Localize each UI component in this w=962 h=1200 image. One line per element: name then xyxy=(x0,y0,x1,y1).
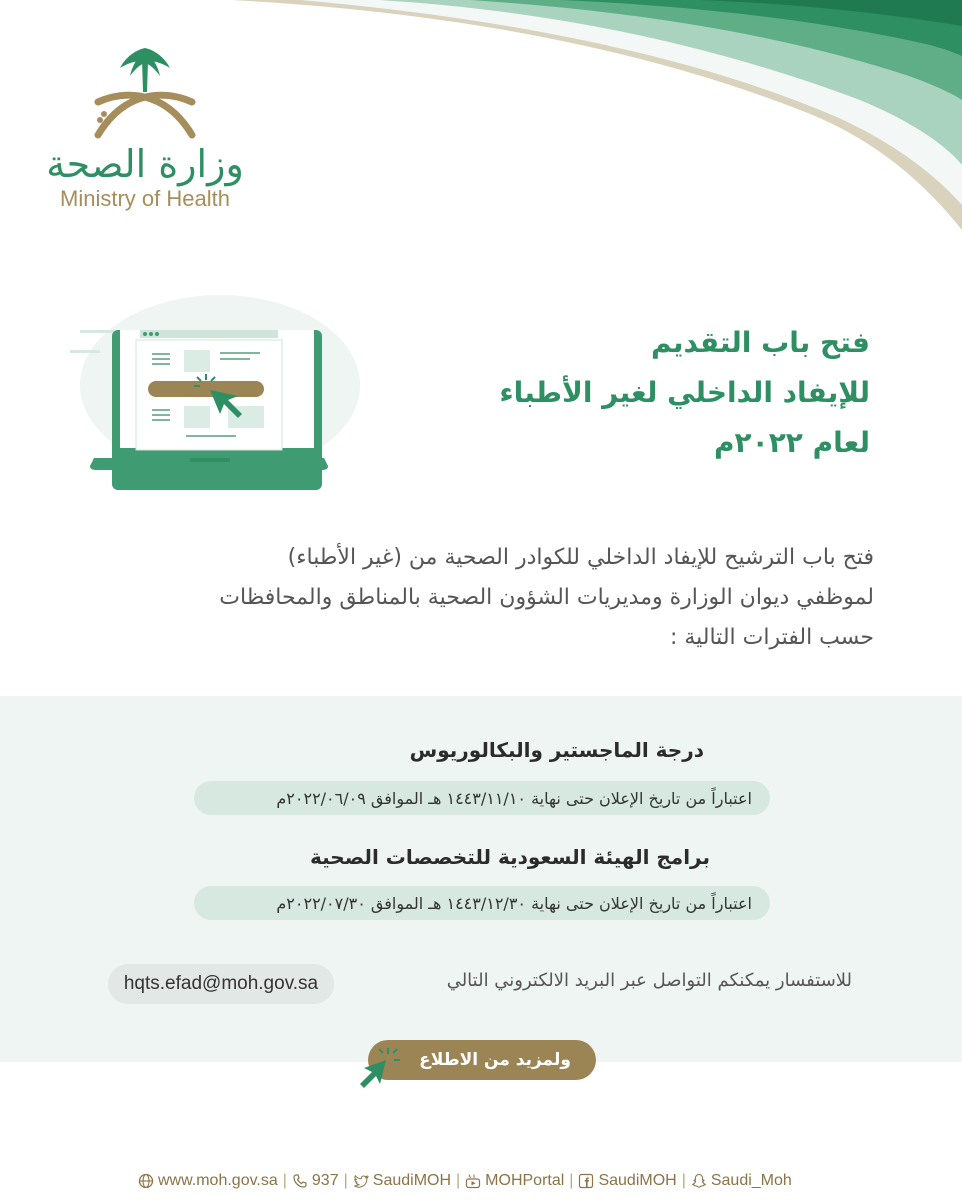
footer-twitter-text: SaudiMOH xyxy=(372,1172,452,1189)
intro-line-1: فتح باب الترشيح للإيفاد الداخلي للكوادر الصحية من (غير الأطباء) xyxy=(287,545,874,570)
footer-phone-text: 937 xyxy=(311,1172,339,1189)
twitter-icon xyxy=(353,1173,369,1189)
more-info-button[interactable]: ولمزيد من الاطلاع xyxy=(368,1040,596,1080)
facebook-icon xyxy=(578,1173,594,1189)
period-2-date: اعتباراً من تاريخ الإعلان حتى نهاية ١٤٤٣/١٢/٣٠ هـ الموافق ٢٠٢٢/٠٧/٣٠م xyxy=(194,886,770,920)
footer-separator: | xyxy=(681,1172,686,1189)
youtube-icon xyxy=(465,1173,481,1189)
footer-links xyxy=(138,1170,792,1192)
period-1-date: اعتباراً من تاريخ الإعلان حتى نهاية ١٤٤٣/١١/١٠ هـ الموافق ٢٠٢٢/٠٦/٠٩م xyxy=(194,781,770,815)
period-2-title: برامج الهيئة السعودية للتخصصات الصحية xyxy=(310,845,710,869)
contact-text: للاستفسار يمكنكم التواصل عبر البريد الالكتروني التالي xyxy=(446,970,852,991)
phone-icon xyxy=(292,1173,308,1189)
snapchat-icon xyxy=(691,1173,707,1189)
footer-twitter[interactable] xyxy=(353,1172,451,1190)
footer-separator: | xyxy=(569,1172,574,1189)
footer-youtube-text: MOHPortal xyxy=(485,1172,565,1189)
footer-facebook-text: SaudiMOH xyxy=(598,1172,677,1189)
ministry-logo xyxy=(30,40,260,212)
period-1-title: درجة الماجستير والبكالوريوس xyxy=(409,738,704,762)
contact-email[interactable]: hqts.efad@moh.gov.sa xyxy=(108,964,334,1004)
logo-arabic-text: وزارة الصحة xyxy=(46,142,244,186)
footer-snapchat[interactable] xyxy=(691,1172,792,1190)
intro-line-2: لموظفي ديوان الوزارة ومديريات الشؤون الصحية بالمناطق والمحافظات xyxy=(219,585,874,610)
intro-line-3: حسب الفترات التالية : xyxy=(669,625,874,650)
title-line-3: لعام ٢٠٢٢م xyxy=(714,426,870,459)
title-line-2: للإيفاد الداخلي لغير الأطباء xyxy=(499,376,870,409)
announcement-title xyxy=(450,318,870,468)
footer-youtube[interactable] xyxy=(465,1172,564,1190)
footer-facebook[interactable] xyxy=(578,1172,676,1190)
footer-snapchat-text: Saudi_Moh xyxy=(710,1172,792,1189)
footer-separator: | xyxy=(282,1172,287,1189)
title-line-1: فتح باب التقديم xyxy=(651,326,870,359)
footer-separator: | xyxy=(343,1172,348,1189)
cursor-click-icon xyxy=(356,1038,400,1088)
footer-website[interactable] xyxy=(138,1172,278,1190)
footer-phone[interactable] xyxy=(292,1172,339,1190)
laptop-illustration xyxy=(70,290,360,490)
globe-icon xyxy=(138,1173,154,1189)
footer-separator: | xyxy=(456,1172,461,1189)
footer-website-text: www.moh.gov.sa xyxy=(158,1172,278,1189)
logo-english-text: Ministry of Health xyxy=(60,186,230,211)
palm-swords-emblem xyxy=(70,40,220,140)
intro-paragraph xyxy=(84,538,874,658)
